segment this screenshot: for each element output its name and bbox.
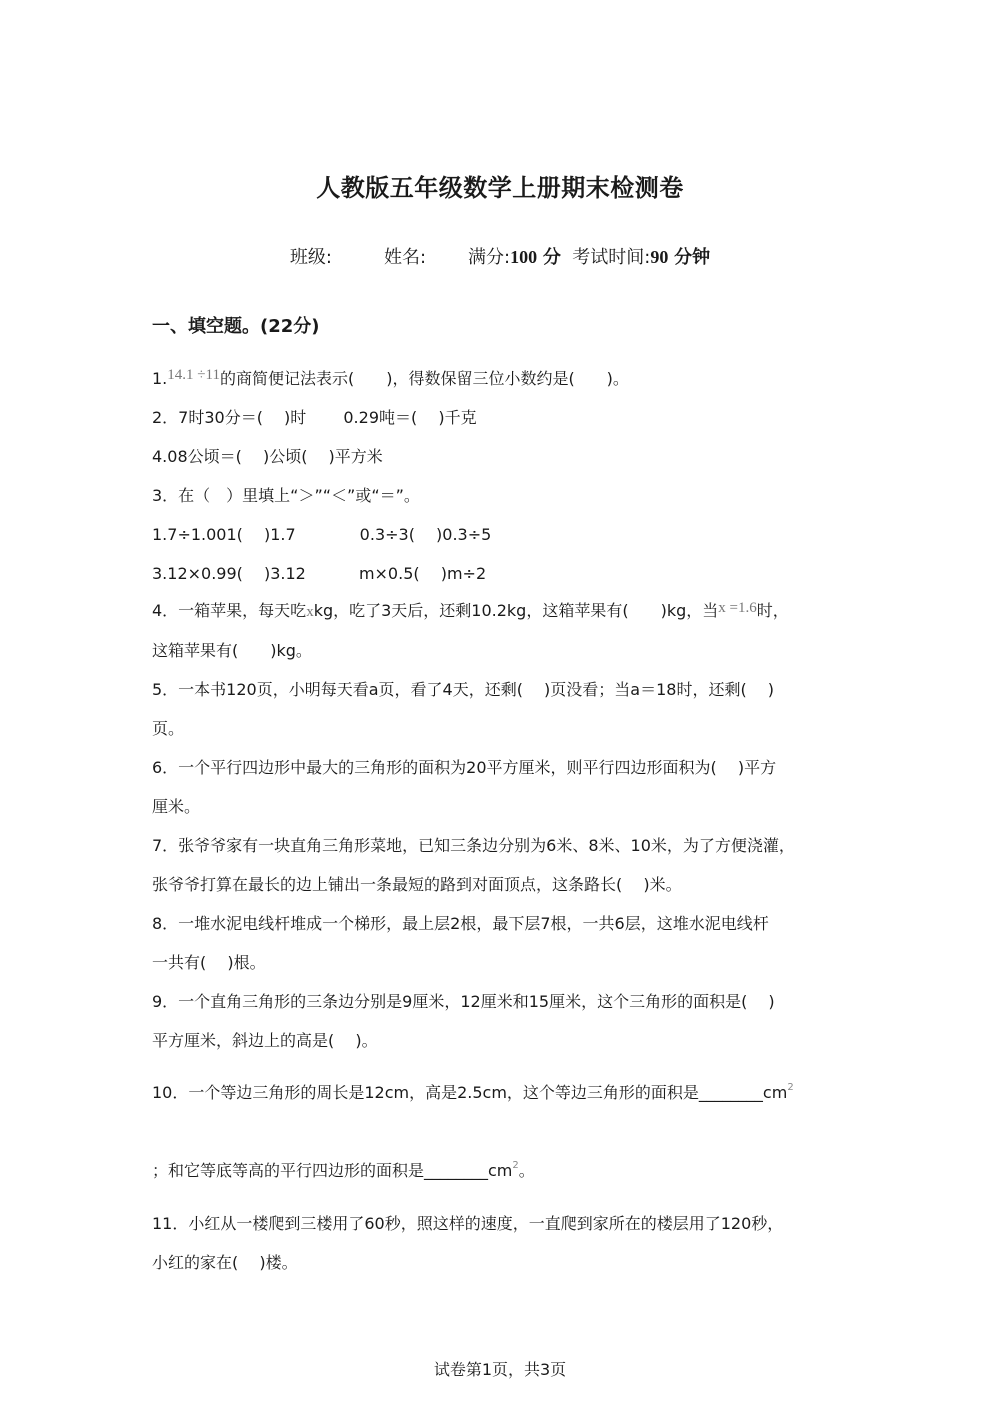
question-4-variable: x [306,604,314,620]
question-1-number: 1. [152,369,168,388]
question-10-exponent-b: 2 [512,1160,519,1171]
question-10-text-a: 10．一个等边三角形的周长是12cm，高是2.5cm，这个等边三角形的面积是________cm [152,1083,788,1102]
question-9-line-1: 9．一个直角三角形的三条边分别是9厘米，12厘米和15厘米，这个三角形的面积是( ) [152,992,775,1011]
exam-info-line [0,243,1000,269]
question-3-line-1: 3．在（ ）里填上“＞”“＜”或“＝”。 [152,486,420,505]
page-title: 人教版五年级数学上册期末检测卷 [316,174,684,202]
question-3-line-3: 3.12×0.99( )3.12 m×0.5( )m÷2 [152,564,487,583]
score-unit: 分 [542,247,561,267]
question-4-line-2: 这箱苹果有( )kg。 [152,641,312,660]
question-7-line-2: 张爷爷打算在最长的边上铺出一条最短的路到对面顶点，这条路长( )米。 [152,875,682,894]
question-10-text-b: ；和它等底等高的平行四边形的面积是________cm [152,1161,513,1180]
question-8-line-1: 8．一堆水泥电线杆堆成一个梯形，最上层2根，最下层7根，一共6层，这堆水泥电线杆 [152,914,769,933]
question-2-line-2: 4.08公顷＝( )公顷( )平方米 [152,447,383,466]
question-4-text-a: 4．一箱苹果，每天吃 [152,601,307,620]
question-11-line-1: 11．小红从一楼爬到三楼用了60秒，照这样的速度，一直爬到家所在的楼层用了120秒， [152,1214,784,1233]
question-4-condition: x =1.6 [718,600,757,616]
question-1-text: 的商简便记法表示( )，得数保留三位小数约是( )。 [219,369,629,388]
question-8-line-2: 一共有( )根。 [152,953,266,972]
question-10-exponent-a: 2 [787,1082,794,1093]
question-10-line-2 [152,1158,535,1181]
question-10-line-1 [152,1080,794,1103]
question-2-line-1: 2．7时30分＝( )时 0.29吨＝( )千克 [152,408,477,427]
question-1 [152,366,629,389]
question-5-line-1: 5．一本书120页，小明每天看a页，看了4天，还剩( )页没看；当a＝18时，还剩( ) [152,680,775,699]
question-6-line-2: 厘米。 [152,797,201,816]
question-3-line-2: 1.7÷1.001( )1.7 0.3÷3( )0.3÷5 [152,525,492,544]
question-11-line-2: 小红的家在( )楼。 [152,1253,298,1272]
class-label: 班级: [289,247,332,268]
question-6-line-1: 6．一个平行四边形中最大的三角形的面积为20平方厘米，则平行四边形面积为( )平方 [152,758,777,777]
question-1-expression: 14.1 ÷11 [167,367,220,383]
page-footer: 试卷第1页，共3页 [433,1360,567,1379]
name-label: 姓名: [383,247,427,268]
question-4-text-c: 时， [756,601,789,620]
time-label: 考试时间: [572,247,651,268]
section-heading: 一、填空题。(22分) [152,316,320,337]
question-7-line-1: 7．张爷爷家有一块直角三角形菜地，已知三条边分别为6米、8米、10米，为了方便浇灌， [152,836,795,855]
question-5-line-2: 页。 [152,719,185,738]
question-4-text-b: kg，吃了3天后，还剩10.2kg，这箱苹果有( )kg，当 [313,601,719,620]
time-value: 90 [650,247,669,267]
time-unit: 分钟 [674,247,711,267]
question-4-line-1 [152,598,789,621]
score-value: 100 [510,247,538,267]
question-10-text-c: 。 [518,1161,535,1180]
question-9-line-2: 平方厘米，斜边上的高是( )。 [152,1031,378,1050]
score-label: 满分: [468,247,511,268]
